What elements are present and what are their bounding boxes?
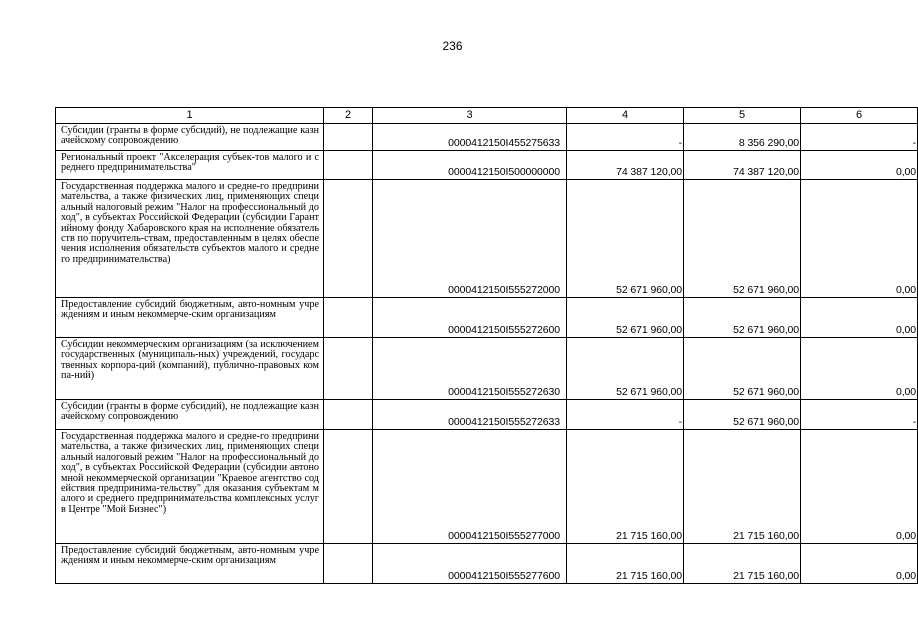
row-code: 0000412150I555272630 xyxy=(373,338,567,400)
row-name: Государственная поддержка малого и средне-го предпринимательства, а также физических лиц, применяющих специальный налоговый режим "Налог на профессиональный доход", в субъектах Российской Федерации (субсидии Гарантийному фонду Хабаровского края на исполнение обязательств по поручитель-ствам, предоставленным в целях обеспечения исполнения обязательств субъектов малого и среднего предпринимательства) xyxy=(56,180,324,298)
row-name: Субсидии некоммерческим организациям (за исключением государственных (муниципаль-ных) учреждений, государственных корпора-ций (компаний), публично-правовых компа-ний) xyxy=(56,338,324,400)
row-code: 0000412150I500000000 xyxy=(373,151,567,180)
row-col5: 21 715 160,00 xyxy=(684,430,801,544)
column-header-2: 2 xyxy=(324,108,373,124)
table-row xyxy=(56,338,918,400)
table-row xyxy=(56,400,918,430)
row-col2 xyxy=(324,124,373,151)
row-col5: 52 671 960,00 xyxy=(684,298,801,338)
row-col4: 52 671 960,00 xyxy=(567,180,684,298)
column-header-3: 3 xyxy=(373,108,567,124)
row-col2 xyxy=(324,151,373,180)
row-code: 0000412150I555277000 xyxy=(373,430,567,544)
row-col4: 52 671 960,00 xyxy=(567,338,684,400)
row-col6: 0,00 xyxy=(801,430,918,544)
page-number: 236 xyxy=(442,39,463,53)
row-code: 0000412150I455275633 xyxy=(373,124,567,151)
row-col4: 74 387 120,00 xyxy=(567,151,684,180)
row-col6: 0,00 xyxy=(801,338,918,400)
row-col2 xyxy=(324,430,373,544)
table-row xyxy=(56,298,918,338)
row-col4: 21 715 160,00 xyxy=(567,430,684,544)
row-code: 0000412150I555272633 xyxy=(373,400,567,430)
row-col6: 0,00 xyxy=(801,544,918,584)
table-row xyxy=(56,124,918,151)
row-col5: 8 356 290,00 xyxy=(684,124,801,151)
row-col6: - xyxy=(801,400,918,430)
row-col5: 21 715 160,00 xyxy=(684,544,801,584)
table-row xyxy=(56,180,918,298)
row-col5: 52 671 960,00 xyxy=(684,180,801,298)
row-col4: - xyxy=(567,124,684,151)
row-col5: 52 671 960,00 xyxy=(684,338,801,400)
row-col6: 0,00 xyxy=(801,298,918,338)
table-row xyxy=(56,151,918,180)
row-col2 xyxy=(324,180,373,298)
column-header-6: 6 xyxy=(801,108,918,124)
row-name: Предоставление субсидий бюджетным, авто-номным учреждениям и иным некоммерче-ским организациям xyxy=(56,298,324,338)
row-col2 xyxy=(324,400,373,430)
row-col6: - xyxy=(801,124,918,151)
table-header-row xyxy=(56,108,918,124)
row-name: Региональный проект "Акселерация субъек-тов малого и среднего предпринимательства" xyxy=(56,151,324,180)
row-col5: 74 387 120,00 xyxy=(684,151,801,180)
row-col5: 52 671 960,00 xyxy=(684,400,801,430)
row-code: 0000412150I555272000 xyxy=(373,180,567,298)
row-col6: 0,00 xyxy=(801,180,918,298)
column-header-4: 4 xyxy=(567,108,684,124)
row-col4: 52 671 960,00 xyxy=(567,298,684,338)
column-header-1: 1 xyxy=(56,108,324,124)
row-name: Субсидии (гранты в форме субсидий), не подлежащие казначейскому сопровождению xyxy=(56,124,324,151)
row-col4: 21 715 160,00 xyxy=(567,544,684,584)
row-code: 0000412150I555272600 xyxy=(373,298,567,338)
row-name: Предоставление субсидий бюджетным, авто-номным учреждениям и иным некоммерче-ским организациям xyxy=(56,544,324,584)
row-code: 0000412150I555277600 xyxy=(373,544,567,584)
table-row xyxy=(56,430,918,544)
table-row xyxy=(56,544,918,584)
row-name: Субсидии (гранты в форме субсидий), не подлежащие казначейскому сопровождению xyxy=(56,400,324,430)
row-col2 xyxy=(324,298,373,338)
column-header-5: 5 xyxy=(684,108,801,124)
row-col4: - xyxy=(567,400,684,430)
row-col6: 0,00 xyxy=(801,151,918,180)
budget-table xyxy=(55,107,918,584)
row-col2 xyxy=(324,338,373,400)
row-col2 xyxy=(324,544,373,584)
row-name: Государственная поддержка малого и средне-го предпринимательства, а также физических лиц, применяющих специальный налоговый режим "Налог на профессиональный доход", в субъектах Российской Федерации (субсидии автономной некоммерческой организации "Краевое агентство содействия предпринима-тельству" для оказания субъектам малого и среднего предпринимательства комплексных услуг в Центре "Мой Бизнес") xyxy=(56,430,324,544)
